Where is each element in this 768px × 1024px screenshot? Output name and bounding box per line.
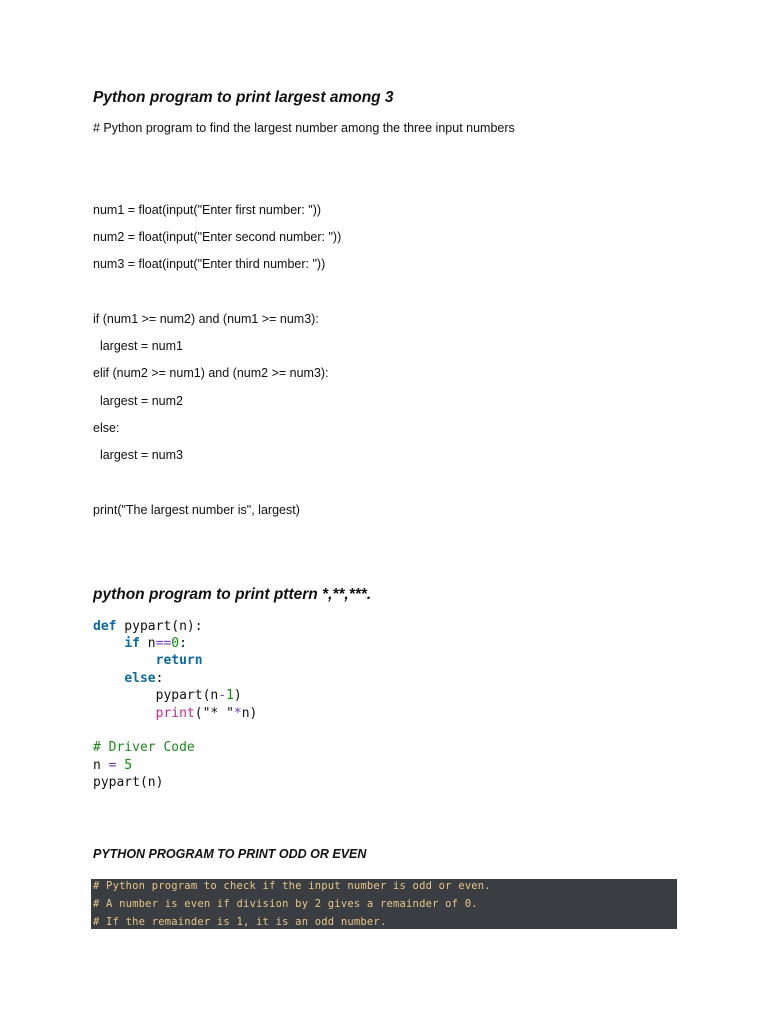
code-operator: == — [155, 636, 172, 651]
code-text: pypart(n — [155, 688, 219, 703]
code-text: ("* " — [194, 706, 234, 721]
code-line — [93, 757, 132, 775]
code-keyword: return — [155, 653, 203, 668]
code-line — [93, 670, 163, 688]
code-number: 1 — [226, 688, 234, 703]
code-text: n) — [241, 706, 258, 721]
code-line — [93, 652, 203, 670]
code-builtin: print — [155, 706, 195, 721]
code-line — [93, 705, 257, 723]
code-operator: = — [108, 758, 117, 773]
code-number: 0 — [171, 636, 180, 651]
code-keyword: def — [93, 619, 117, 634]
text-line: else: — [93, 421, 120, 435]
section3-heading: PYTHON PROGRAM TO PRINT ODD OR EVEN — [93, 847, 367, 861]
code-indent — [93, 636, 124, 651]
text-line: num2 = float(input("Enter second number: ")) — [93, 230, 342, 244]
code-indent — [93, 706, 156, 721]
code-text: : — [179, 636, 187, 651]
code-comment: # A number is even if division by 2 gives a remainder of 0. — [93, 898, 478, 910]
text-line: largest = num1 — [93, 339, 183, 353]
section1-heading: Python program to print largest among 3 — [93, 89, 394, 106]
code-indent — [93, 671, 124, 686]
code-text: n — [139, 636, 156, 651]
code-block — [91, 879, 677, 929]
code-text: : — [155, 671, 164, 686]
text-line: elif (num2 >= num1) and (num2 >= num3): — [93, 366, 329, 380]
code-number: 5 — [116, 758, 133, 773]
text-line: largest = num3 — [93, 448, 183, 462]
text-line: if (num1 >= num2) and (num1 >= num3): — [93, 312, 319, 326]
code-comment: # Python program to check if the input number is odd or even. — [93, 880, 491, 892]
code-line — [93, 687, 242, 705]
text-line: num1 = float(input("Enter first number: ")) — [93, 203, 322, 217]
code-comment: # Driver Code — [93, 740, 195, 755]
code-operator: * — [233, 706, 242, 721]
text-line: num3 = float(input("Enter third number: ")) — [93, 257, 326, 271]
code-line — [93, 635, 187, 653]
code-line: pypart(n) — [93, 775, 164, 790]
code-text: ) — [233, 688, 242, 703]
code-line — [93, 618, 203, 636]
code-keyword: else — [124, 671, 156, 686]
code-indent — [93, 653, 156, 668]
code-indent — [93, 688, 156, 703]
text-line: # Python program to find the largest number among the three input numbers — [93, 121, 515, 135]
text-line: largest = num2 — [93, 394, 183, 408]
code-text: pypart(n): — [116, 619, 203, 634]
section2-heading: python program to print pttern *,**,***. — [93, 586, 372, 603]
text-line: print("The largest number is", largest) — [93, 503, 300, 517]
code-operator: - — [218, 688, 227, 703]
code-keyword: if — [124, 636, 140, 651]
code-comment: # If the remainder is 1, it is an odd number. — [93, 916, 387, 928]
code-text: n — [93, 758, 109, 773]
